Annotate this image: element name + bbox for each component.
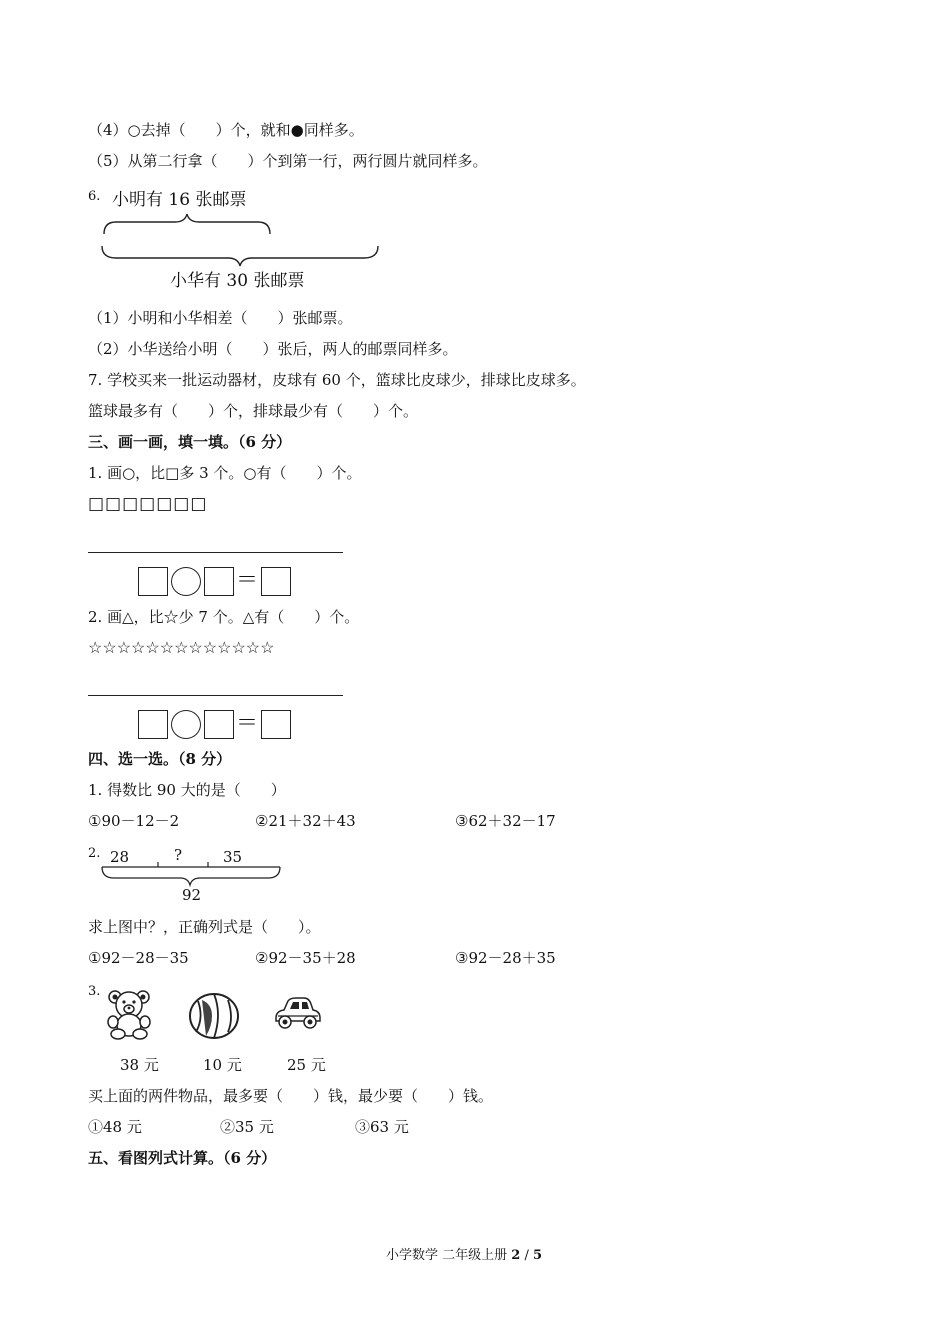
question-6-2: （2）小华送给小明（ ）张后，两人的邮票同样多。 <box>88 340 458 358</box>
question-2-5: （5）从第二行拿（ ）个到第一行，两行圆片就同样多。 <box>88 152 488 170</box>
section-3-question-2: 2. 画△，比☆少 7 个。△有（ ）个。 <box>88 608 360 626</box>
q2-option-1: ①92－28－35 <box>88 949 189 967</box>
q1-option-3: ③62＋32－17 <box>455 812 556 830</box>
segment-28-label: 28 <box>110 848 130 866</box>
equals-sign: ＝ <box>236 711 259 736</box>
section-4-question-2-ask: 求上图中？，正确列式是（ ）。 <box>88 918 321 936</box>
question-6-number: 6. <box>88 189 101 204</box>
section-4-question-3-ask: 买上面的两件物品，最多要（ ）钱，最少要（ ）钱。 <box>88 1087 494 1105</box>
stars-row: ☆☆☆☆☆☆☆☆☆☆☆☆☆ <box>88 638 275 657</box>
q2-option-2: ②92－35＋28 <box>255 949 356 967</box>
footer-page-total: 5 <box>533 1248 543 1263</box>
question-2-number: 2. <box>88 846 101 861</box>
footer-page-number: 2 <box>511 1248 521 1263</box>
ball-price: 10 元 <box>203 1056 242 1074</box>
ball-icon <box>188 992 240 1040</box>
section-5-heading: 五、看图列式计算。（6 分） <box>88 1149 277 1167</box>
squares-row: □□□□□□□ <box>88 494 208 514</box>
footer-separator: / <box>524 1248 529 1263</box>
q3-option-3: ③63 元 <box>355 1118 409 1136</box>
section-3-heading: 三、画一画，填一填。（6 分） <box>88 433 292 451</box>
footer-subject: 小学数学 二年级上册 <box>386 1248 508 1263</box>
section-4-question-1: 1. 得数比 90 大的是（ ） <box>88 781 286 799</box>
question-7-line-2: 篮球最多有（ ）个，排球最少有（ ）个。 <box>88 402 419 420</box>
bear-price: 38 元 <box>120 1056 159 1074</box>
q1-option-1: ①90－12－2 <box>88 812 180 830</box>
page-footer <box>386 1249 542 1262</box>
q2-option-3: ③92－28＋35 <box>455 949 556 967</box>
equals-sign: ＝ <box>236 568 259 593</box>
q3-option-1: ①48 元 <box>88 1118 142 1136</box>
toy-car-icon <box>272 996 322 1030</box>
xiaohua-stamps-label: 小华有 30 张邮票 <box>170 271 305 291</box>
question-6-1: （1）小明和小华相差（ ）张邮票。 <box>88 309 353 327</box>
question-7-line-1: 7. 学校买来一批运动器材，皮球有 60 个，篮球比皮球少，排球比皮球多。 <box>88 371 586 389</box>
total-92-label: 92 <box>182 886 202 904</box>
q1-option-2: ②21＋32＋43 <box>255 812 356 830</box>
section-3-question-1: 1. 画○，比□多 3 个。○有（ ）个。 <box>88 464 362 482</box>
q3-option-2: ②35 元 <box>220 1118 274 1136</box>
segment-35-label: 35 <box>223 848 243 866</box>
xiaoming-stamps-label: 小明有 16 张邮票 <box>112 190 247 210</box>
segment-unknown-label: ? <box>174 846 183 864</box>
question-2-4: （4）○去掉（ ）个，就和●同样多。 <box>88 121 364 139</box>
section-4-heading: 四、选一选。（8 分） <box>88 750 232 768</box>
teddy-bear-icon <box>104 988 154 1040</box>
question-3-number: 3. <box>88 984 101 999</box>
car-price: 25 元 <box>287 1056 326 1074</box>
